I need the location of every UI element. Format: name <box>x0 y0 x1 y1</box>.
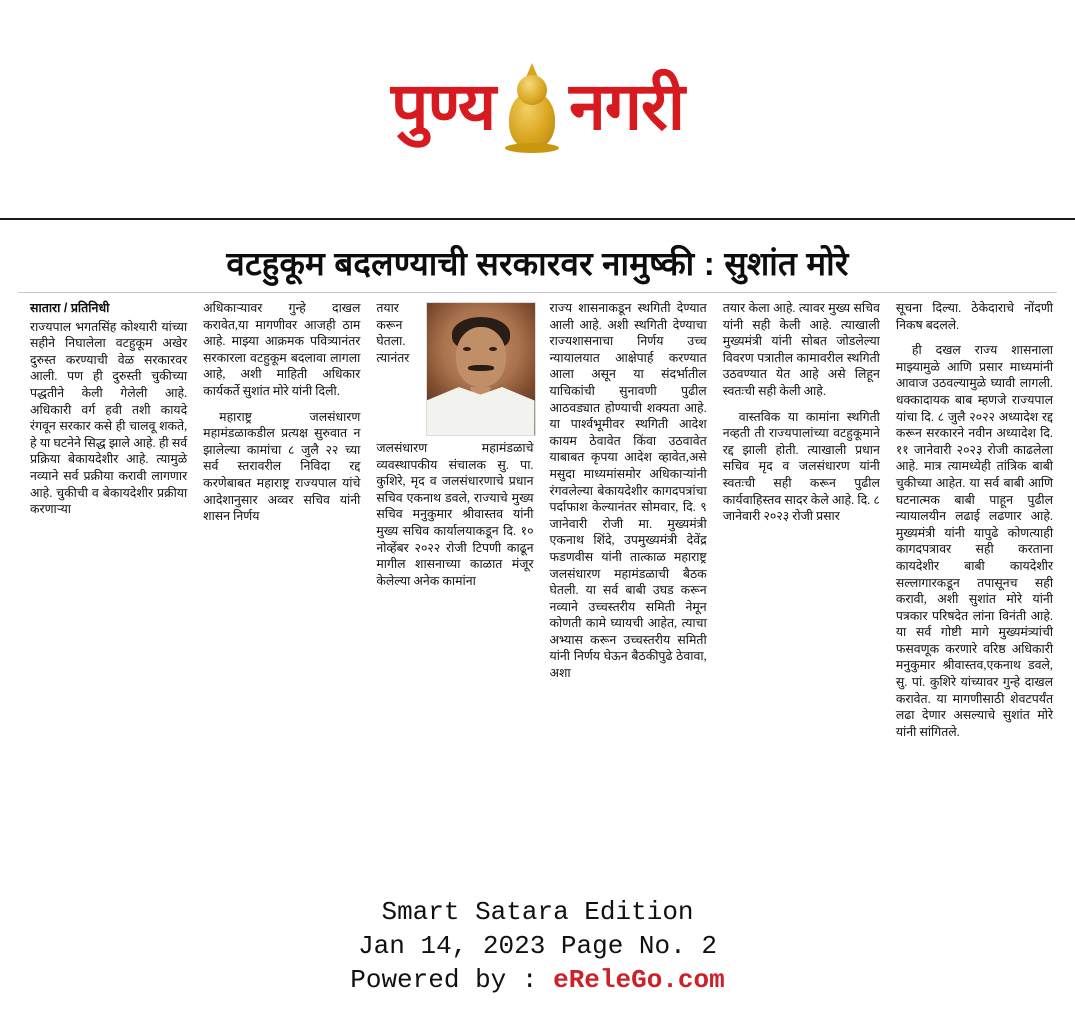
paragraph: वास्तविक या कामांना स्थगिती नव्हती ती राज्यपालांच्या वटहुकूमाने रद्द झाली होती. त्याखाली प्रधान सचिव मृद व जलसंधारण यांनी स्वतःची सही करून पुढील कार्यवाहिस्तव सादर केले आहे. दि. ८ जानेवारी २०२३ रोजी प्रसार <box>722 409 880 524</box>
paragraph: राज्यपाल भगतसिंह कोश्यारी यांच्या सहीने निघालेला वटहुकूम अखेर दुरुस्त करण्याची वेळ सरकारवर आली. पण ही दुरुस्ती चुकीच्या पद्धतीने केली गेलेली आहे. अधिकारी वर्ग हवी तशी कायदे रंगवून सरकार कसे ही चालवू शकते, हे या घटनेने सिद्ध झाले आहे. ही सर्व प्रक्रिया बेकायदेशीर आहे. त्यामुळे नव्याने सर्व प्रक्रीया करावी लागणार आहे. चुकीची व बेकायदेशीर प्रक्रीया करणाऱ्या <box>30 319 188 517</box>
paragraph: राज्य शासनाकडून स्थगिती देण्यात आली आहे. अशी स्थगिती देण्याचा राज्यशासनाचा निर्णय उच्च न्यायालयात आक्षेपार्ह करण्यात आला असून या संदर्भातील याचिकांची सुनावणी पुढील आठवड्यात होण्याची शक्यता आहे. या पार्श्वभूमीवर स्थगिती आदेश कायम ठेवावेत किंवा उठवावेत याबाबत कृपया आदेश व्हावेत,असे मसुदा माध्यमांसमोर अधिकाऱ्यांनी रंगवलेल्या बेकायदेशीर कागदपत्रांचा पर्दाफाश केल्यानंतर सोमवार, दि. ९ जानेवारी रोजी मा. मुख्यमंत्री एकनाथ शिंदे, उपमुख्यमंत्री देवेंद्र फडणवीस यांनी तात्काळ महाराष्ट्र जलसंधारण महामंडळाची बैठक घेतली. या सर्व बाबी उघड करून नव्याने उच्चस्तरीय समिती नेमून कोणती कामे घ्यायची आहेत, त्याचा अभ्यास करून उच्चस्तरीय समिती यांनी निर्णय घेऊन बैठकीपुढे ठेवावा, अशा <box>549 301 707 681</box>
footer-brand-link[interactable]: eReleGo.com <box>553 965 725 995</box>
footer-date-page: Jan 14, 2023 Page No. 2 <box>358 931 717 961</box>
article-photo <box>426 302 534 436</box>
headline-divider <box>18 292 1057 293</box>
article-column-4 <box>550 300 707 900</box>
masthead-logo <box>391 63 684 149</box>
article-column-2 <box>203 300 360 900</box>
masthead-word-left: पुण्य <box>390 69 496 143</box>
article-body <box>30 300 1053 900</box>
footer-overlay <box>0 895 1075 997</box>
masthead-word-right: नगरी <box>569 69 684 143</box>
paragraph: तयार केला आहे. त्यावर मुख्य सचिव यांनी सही केली आहे. त्याखाली मुख्यमंत्री यांनी सोबत जोडलेल्या विवरण पत्रातील कामावरील स्थगिती उठवण्यात येत आहे असे लिहून स्वतःची सही केली आहे. <box>722 301 880 398</box>
paragraph: महाराष्ट्र जलसंधारण महामंडळाकडील प्रत्यक्ष सुरुवात न झालेल्या कामांचा ८ जुलै २२ च्या सर्व स्तरावरील निविदा रद्द करणेबाबत महाराष्ट्र राज्यपाल यांचे आदेशानुसार अव्वर सचिव यांनी शासन निर्णय <box>203 409 361 524</box>
footer-powered-by <box>0 963 1075 997</box>
article-column-5 <box>723 300 880 900</box>
byline: सातारा / प्रतिनिधी <box>30 301 110 315</box>
article-column-6 <box>896 300 1053 900</box>
page-title: वटहुकूम बदलण्याची सरकारवर नामुष्की : सुशांत मोरे <box>226 245 849 282</box>
ganesha-emblem-icon <box>501 63 563 149</box>
article-column-3 <box>376 300 533 900</box>
article-column-1 <box>30 300 187 900</box>
footer-powered-prefix: Powered by : <box>350 965 554 995</box>
person-photo <box>426 302 536 436</box>
masthead <box>0 0 1075 212</box>
paragraph: सूचना दिल्या. ठेकेदाराचे नोंदणी निकष बदलले. <box>895 301 1054 332</box>
footer-edition: Smart Satara Edition <box>381 897 694 927</box>
paragraph: ही दखल राज्य शासनाला माझ्यामुळे आणि प्रसार माध्यमांनी आवाज उठवल्यामुळे घ्यावी लागली. धक्कादायक बाब म्हणजे राज्यपाल यांचा दि. ८ जुलै २०२२ अध्यादेश रद्द करून सरकारने नवीन अध्यादेश दि. ११ जानेवारी २०२३ रोजी काढलेला आहे. मात्र त्यामध्येही तांत्रिक बाबी चुकीच्या आहेत. या सर्व बाबी आणि घटनात्मक बाबी पाहून पुढील न्यायालयीन लढाई लढणार आहे. मुख्यमंत्री यांनी यापुढे कोणत्याही कागदपत्रावर सही करताना कायदेशीर बाबी कायदेशीर सल्लागारकडून तपासूनच सही करावी, अशी सुशांत मोरे यांनी पत्रकार परिषदेत लांना विनंती आहे. या सर्व गोष्टी मागे मुख्यमंत्र्यांची फसवणूक करणारे वरिष्ठ अधिकारी मनुकुमार श्रीवास्तव,एकनाथ डवले, सु. पां. कुशिरे यांच्यावर गुन्हे दाखल करावेत. या मागणीसाठी शेवटपर्यंत लढा देणार असल्याचे सुशांत मोरे यांनी सांगितले. <box>895 343 1054 739</box>
paragraph: अधिकाऱ्यावर गुन्हे दाखल करावेत,या मागणीवर आजही ठाम आहे. माझ्या आक्रमक पवित्र्यानंतर सरकारला वटहुकूम बदलावा लागला आहे, अशी माहिती अधिकार कार्यकर्ते सुशांत मोरे यांनी दिली. <box>203 301 361 398</box>
paragraph: तयार करून घेतला. त्यानंतर जलसंधारण महामंडळाचे व्यवस्थापकीय संचालक सु. पा. कुशिरे, मृद व जलसंधारणाचे प्रधान सचिव एकनाथ डवले, राज्याचे मुख्य सचिव मनुकुमार श्रीवास्तव यांनी मुख्य सचिव कार्यालयाकडून दि. १० नोव्हेंबर २०२२ रोजी टिपणी काढून मागील शासनाच्या काळात मंजूर केलेल्या अनेक कामांना <box>376 301 534 588</box>
masthead-divider <box>0 218 1075 220</box>
